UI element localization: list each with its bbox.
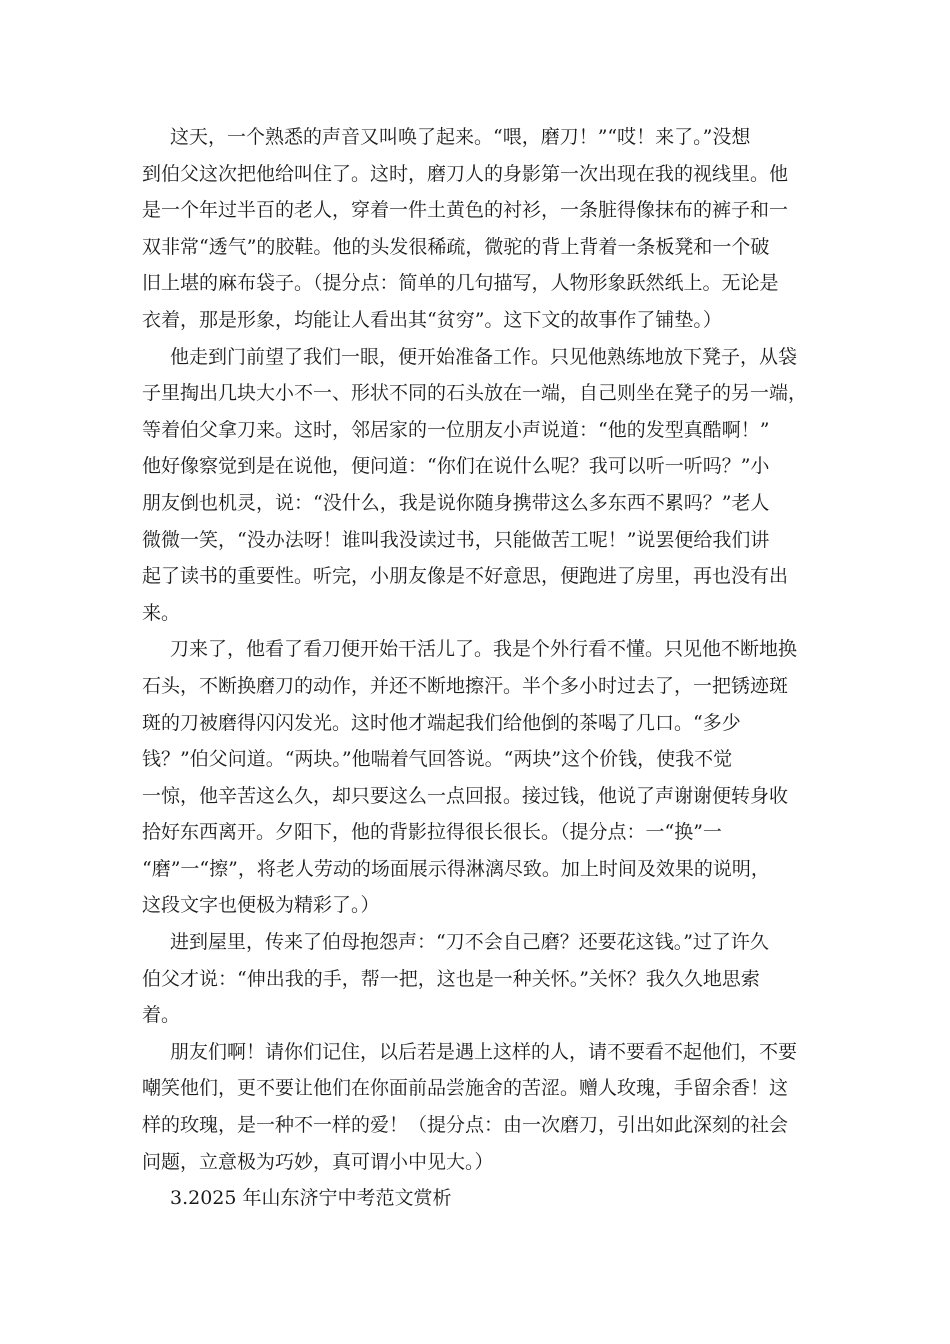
text-line: 是一个年过半百的老人，穿着一件土黄色的衬衫，一条脏得像抹布的裤子和一	[142, 199, 789, 222]
text-line: 衣着，那是形象，均能让人看出其“贫穷”。这下文的故事作了铺垫。）	[142, 308, 722, 331]
text-line: 子里掏出几块大小不一、形状不同的石头放在一端，自己则坐在凳子的另一端，	[142, 382, 808, 405]
section-heading: 3.2025 年山东济宁中考范文赏析	[170, 1187, 452, 1210]
text-line: 石头，不断换磨刀的动作，并还不断地擦汗。半个多小时过去了，一把锈迹斑	[142, 674, 789, 697]
paragraph-4	[142, 924, 808, 1034]
text-line: 旧上堪的麻布袋子。（提分点：简单的几句描写，人物形象跃然纸上。无论是	[142, 272, 779, 295]
text-line: 进到屋里，传来了伯母抱怨声：“刀不会自己磨？还要花这钱。”过了许久	[170, 931, 769, 954]
text-line: 样的玫瑰，是一种不一样的爱！（提分点：由一次磨刀，引出如此深刻的社会	[142, 1114, 789, 1137]
paragraph-3	[142, 631, 808, 924]
text-line: 问题，立意极为巧妙，真可谓小中见大。）	[142, 1150, 494, 1173]
text-line: 朋友们啊！请你们记住，以后若是遇上这样的人，请不要看不起他们，不要	[170, 1040, 798, 1063]
paragraph-2	[142, 339, 808, 632]
text-line: 来。	[142, 601, 181, 624]
text-line: 等着伯父拿刀来。这时，邻居家的一位朋友小声说道：“他的发型真酷啊！”	[142, 418, 770, 441]
text-line: 这段文字也便极为精彩了。）	[142, 894, 380, 917]
text-line: 着。	[142, 1004, 181, 1027]
essay-body	[142, 119, 808, 1217]
text-line: 一惊，他辛苦这么久，却只要这么一点回报。接过钱，他说了声谢谢便转身收	[142, 784, 789, 807]
paragraph-5	[142, 1034, 808, 1180]
text-line: 伯父才说：“伸出我的手，帮一把，这也是一种关怀。”关怀？我久久地思索	[142, 967, 760, 990]
text-line: 微微一笑，“没办法呀！谁叫我没读过书，只能做苦工呢！”说罢便给我们讲	[142, 528, 770, 551]
text-line: 他走到门前望了我们一眼，便开始准备工作。只见他熟练地放下凳子，从袋	[170, 345, 798, 368]
text-line: 朋友倒也机灵，说：“没什么，我是说你随身携带这么多东西不累吗？”老人	[142, 491, 770, 514]
text-line: 刀来了，他看了看刀便开始干活儿了。我是个外行看不懂。只见他不断地换	[170, 638, 798, 661]
text-line: 他好像察觉到是在说他，便问道：“你们在说什么呢？我可以听一听吗？”小	[142, 455, 770, 478]
text-line: “磨”一“擦”，将老人劳动的场面展示得淋漓尽致。加上时间及效果的说明，	[142, 857, 770, 880]
text-line: 钱？”伯父问道。“两块。”他喘着气回答说。“两块”这个价钱，使我不觉	[142, 748, 733, 771]
text-line: 拾好东西离开。夕阳下，他的背影拉得很长很长。（提分点：一“换”一	[142, 821, 722, 844]
text-line: 这天，一个熟悉的声音又叫唤了起来。“喂，磨刀！”“哎！来了。”没想	[170, 126, 751, 148]
text-line: 起了读书的重要性。听完，小朋友像是不好意思，便跑进了房里，再也没有出	[142, 565, 789, 588]
text-line: 到伯父这次把他给叫住了。这时，磨刀人的身影第一次出现在我的视线里。他	[142, 162, 789, 185]
text-line: 嘲笑他们，更不要让他们在你面前品尝施舍的苦涩。赠人玫瑰，手留余香！这	[142, 1077, 789, 1100]
text-line: 双非常“透气”的胶鞋。他的头发很稀疏，微驼的背上背着一条板凳和一个破	[142, 235, 770, 258]
text-line: 斑的刀被磨得闪闪发光。这时他才端起我们给他倒的茶喝了几口。“多少	[142, 711, 741, 734]
paragraph-1	[142, 119, 808, 339]
